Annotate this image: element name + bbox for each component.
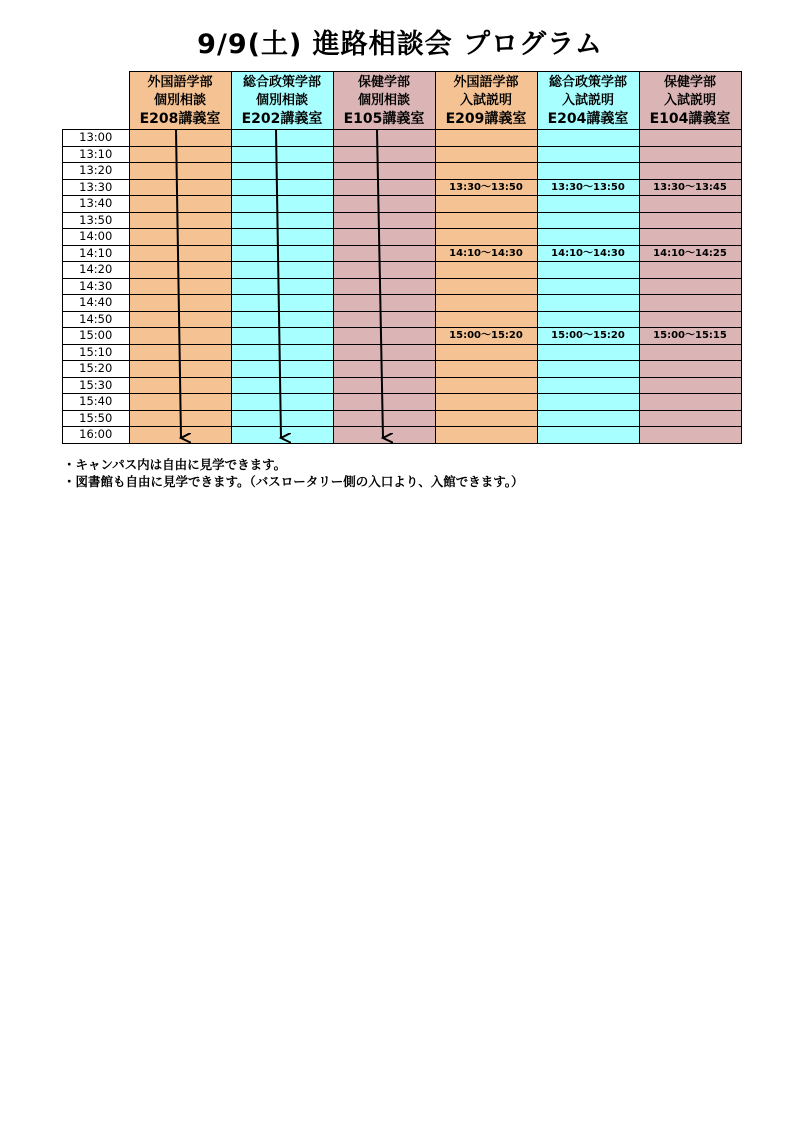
session-time: 13:30～13:50 [537, 179, 639, 196]
dept-label: 外国語学部 [147, 74, 213, 90]
time-label: 14:00 [63, 229, 130, 246]
time-label: 15:00 [63, 328, 130, 345]
time-label: 14:50 [63, 311, 130, 328]
notes [63, 456, 524, 490]
session-time: 14:10～14:30 [537, 245, 639, 262]
page-title: 9/9(土) 進路相談会 プログラム [197, 29, 603, 60]
dept-label: 総合政策学部 [548, 74, 627, 90]
room-label: E208講義室 [139, 110, 221, 127]
room-label: E104講義室 [649, 110, 731, 127]
time-label: 14:10 [63, 245, 130, 262]
dept-label: 保健学部 [663, 74, 716, 90]
session-time: 15:00～15:20 [435, 328, 537, 345]
type-label: 入試説明 [561, 92, 614, 108]
session-time: 13:30～13:50 [435, 179, 537, 196]
arrow-down-icon [377, 130, 383, 438]
dept-label: 総合政策学部 [242, 74, 321, 90]
time-label: 14:40 [63, 295, 130, 312]
time-label: 15:10 [63, 344, 130, 361]
room-label: E204講義室 [547, 110, 629, 127]
room-label: E209講義室 [445, 110, 527, 127]
session-time: 15:00～15:15 [639, 328, 741, 345]
arrows-overlay [0, 0, 800, 460]
time-label: 15:40 [63, 394, 130, 411]
note-campus: ・キャンパス内は自由に見学できます。 [63, 457, 287, 472]
arrow-down-icon [276, 130, 281, 438]
time-label: 13:10 [63, 146, 130, 163]
session-time: 14:10～14:30 [435, 245, 537, 262]
type-label: 個別相談 [357, 92, 410, 108]
type-label: 個別相談 [255, 92, 308, 108]
time-label: 13:30 [63, 179, 130, 196]
arrow-down-icon [176, 130, 181, 438]
note-library: ・図書館も自由に見学できます。（バスロータリー側の入口より、入館できます。） [63, 474, 524, 489]
type-label: 入試説明 [459, 92, 512, 108]
time-label: 16:00 [63, 427, 130, 444]
dept-label: 外国語学部 [453, 74, 519, 90]
session-time: 13:30～13:45 [639, 179, 741, 196]
room-label: E202講義室 [241, 110, 323, 127]
time-label: 15:50 [63, 410, 130, 427]
session-time: 14:10～14:25 [639, 245, 741, 262]
time-label: 13:50 [63, 212, 130, 229]
time-label: 15:20 [63, 361, 130, 378]
session-time: 15:00～15:20 [537, 328, 639, 345]
time-label: 15:30 [63, 377, 130, 394]
type-label: 入試説明 [663, 92, 716, 108]
room-label: E105講義室 [343, 110, 425, 127]
time-label: 13:20 [63, 163, 130, 180]
time-label: 14:20 [63, 262, 130, 279]
type-label: 個別相談 [153, 92, 206, 108]
time-label: 13:00 [63, 130, 130, 147]
time-label: 13:40 [63, 196, 130, 213]
time-label: 14:30 [63, 278, 130, 295]
dept-label: 保健学部 [357, 74, 410, 90]
